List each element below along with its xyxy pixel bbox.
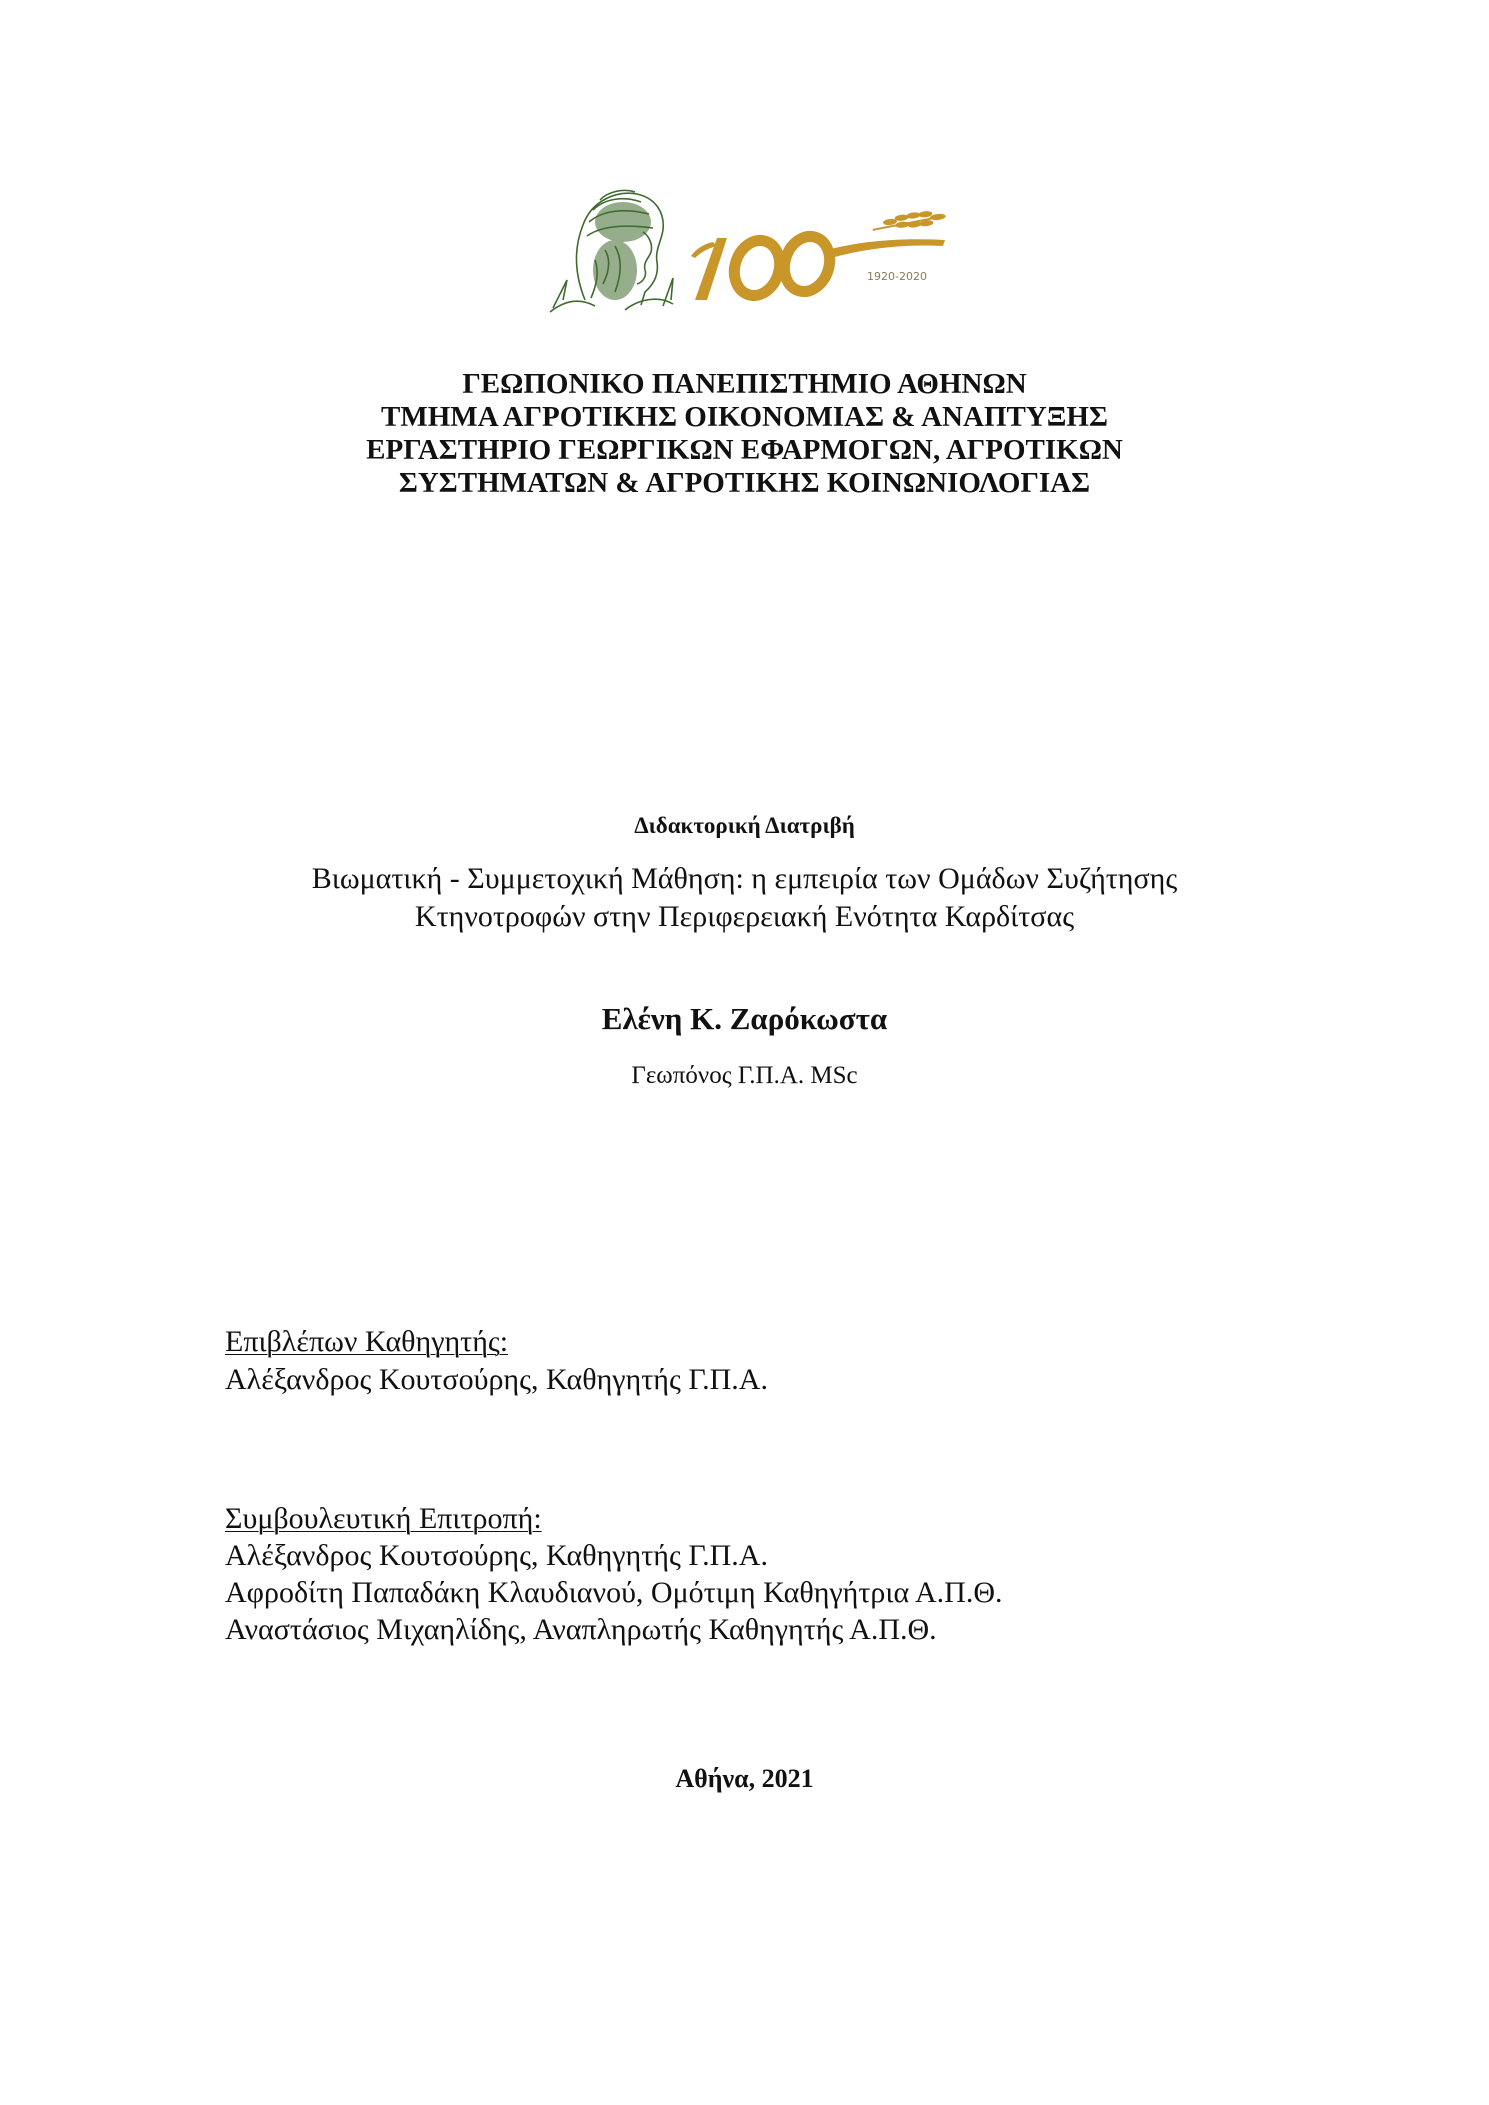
author-name: Ελένη Κ. Ζαρόκωστα [601,1001,888,1036]
institution-header [0,368,1489,500]
supervisor-name: Αλέξανδρος Κουτσούρης, Καθηγητής Γ.Π.Α. [225,1363,768,1396]
committee-member: Αλέξανδρος Κουτσούρης, Καθηγητής Γ.Π.Α. [225,1539,768,1572]
committee-member: Αναστάσιος Μιχαηλίδης, Αναπληρωτής Καθηγητής Α.Π.Θ. [225,1613,937,1646]
university-name: ΓΕΩΠΟΝΙΚΟ ΠΑΝΕΠΙΣΤΗΜΙΟ ΑΘΗΝΩΝ [462,368,1027,400]
anniversary-years-label: 1920-2020 [867,270,927,283]
university-centennial-logo [545,180,975,315]
laboratory-name-line2: ΣΥΣΤΗΜΑΤΩΝ & ΑΓΡΟΤΙΚΗΣ ΚΟΙΝΩΝΙΟΛΟΓΙΑΣ [398,467,1091,499]
supervisor-heading: Επιβλέπων Καθηγητής: [225,1325,509,1358]
department-name: ΤΜΗΜΑ ΑΓΡΟΤΙΚΗΣ ΟΙΚΟΝΟΜΙΑΣ & ΑΝΑΠΤΥΞΗΣ [381,401,1108,433]
advisory-committee-section [225,1500,1003,1648]
document-type: Διδακτορική Διατριβή [634,813,855,838]
centennial-100-mark [691,209,947,301]
laboratory-name-line1: ΕΡΓΑΣΤΗΡΙΟ ΓΕΩΡΓΙΚΩΝ ΕΦΑΡΜΟΓΩΝ, ΑΓΡΟΤΙΚΩΝ [366,434,1123,466]
thesis-title [0,860,1489,936]
thesis-title-line1: Βιωματική - Συμμετοχική Μάθηση: η εμπειρία των Ομάδων Συζήτησης [311,862,1178,895]
supervisor-section [225,1323,768,1399]
committee-member: Αφροδίτη Παπαδάκη Κλαυδιανού, Ομότιμη Καθηγήτρια Α.Π.Θ. [225,1576,1003,1609]
author-credentials: Γεωπόνος Γ.Π.Α. MSc [631,1062,858,1089]
place-and-date: Αθήνα, 2021 [675,1764,814,1793]
committee-heading: Συμβουλευτική Επιτροπή: [225,1502,542,1535]
thesis-title-line2: Κτηνοτροφών στην Περιφερειακή Ενότητα Καρδίτσας [414,900,1075,933]
